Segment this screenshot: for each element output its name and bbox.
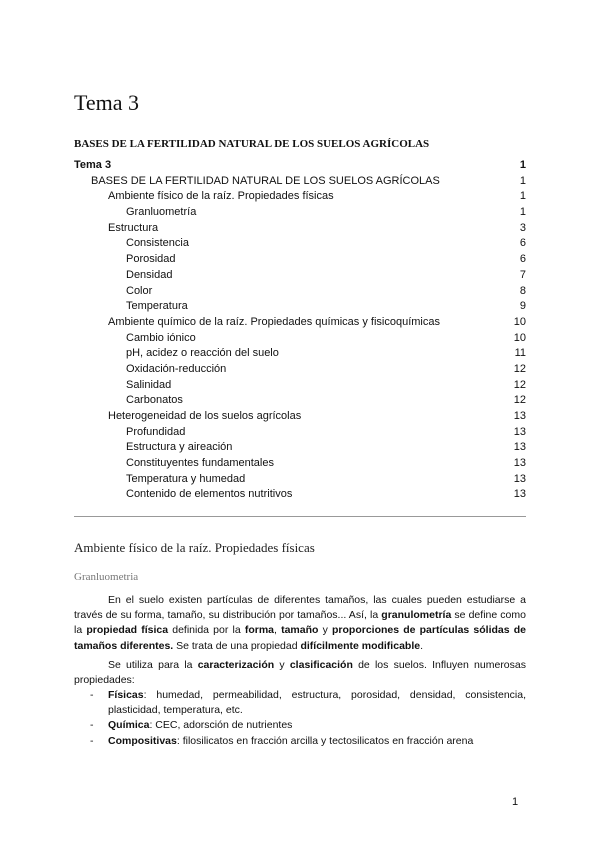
text-run: : filosilicatos en fracción arcilla y tectosilicatos en fracción arena (176, 734, 474, 747)
text-run: Se trata de una propiedad (173, 639, 301, 652)
toc-entry[interactable] (74, 456, 526, 472)
toc-entry-page: 12 (513, 362, 526, 375)
text-run: En el suelo existen partículas de diferentes tamaños, las cuales pueden estudiarse a través de su forma, tamaño, su distribución por tamaños... Así, la (74, 594, 526, 622)
bold-term: difícilmente modificable (300, 639, 421, 652)
toc-entry-page: 3 (519, 221, 526, 234)
bold-term: Química (108, 719, 150, 732)
paragraph-uses (74, 658, 526, 688)
toc-entry-page: 6 (519, 237, 526, 250)
toc-entry-label: Estructura y aireación (126, 441, 233, 454)
text-run: : humedad, permeabilidad, estructura, porosidad, densidad, consistencia, plasticidad, temperatura, etc. (108, 689, 526, 717)
toc-entry-page: 1 (519, 190, 526, 203)
toc-entry-page: 10 (513, 315, 526, 328)
paragraph-granulometria (74, 593, 526, 654)
properties-list (74, 688, 526, 749)
toc-entry[interactable] (74, 299, 526, 315)
toc-entry-label: Densidad (126, 268, 173, 281)
list-item (74, 688, 526, 718)
page-title: Tema 3 (74, 90, 140, 115)
toc-entry[interactable] (74, 425, 526, 441)
toc-entry[interactable] (74, 393, 526, 409)
toc-entry-page: 7 (519, 268, 526, 281)
toc-entry[interactable] (74, 378, 526, 394)
section-divider (74, 516, 526, 517)
text-run: definida por la (168, 624, 245, 637)
toc-entry-label: Cambio iónico (126, 331, 196, 344)
toc-entry[interactable] (74, 409, 526, 425)
list-item (74, 734, 526, 749)
toc-entry-page: 12 (513, 378, 526, 391)
bold-term: granulometría (381, 609, 452, 622)
text-run: . (420, 639, 423, 652)
toc-entry-page: 8 (519, 284, 526, 297)
toc-entry[interactable] (74, 252, 526, 268)
text-run: , (274, 624, 282, 637)
toc-entry-label: Temperatura y humedad (126, 472, 246, 485)
text-run: y (274, 659, 290, 671)
toc-entry[interactable] (74, 346, 526, 362)
toc-entry-label: Salinidad (126, 378, 172, 391)
toc-entry-page: 9 (519, 300, 526, 313)
dash-marker: - (90, 719, 94, 732)
toc-entry-label: Granluometría (126, 206, 197, 219)
toc-entry-page: 11 (514, 347, 526, 360)
bold-term: clasificación (289, 659, 353, 671)
toc-entry-label: Ambiente químico de la raíz. Propiedades químicas y fisicoquímicas (108, 315, 440, 328)
toc-entry-page: 6 (519, 253, 526, 266)
toc-entry-page: 13 (513, 472, 526, 485)
page-number: 1 (512, 796, 519, 808)
toc-entry-page: 13 (513, 425, 526, 438)
toc-entry[interactable] (74, 236, 526, 252)
toc-entry[interactable] (74, 284, 526, 300)
toc-entry-label: Profundidad (126, 425, 186, 438)
toc-entry-label: Estructura (108, 221, 159, 234)
text-run: : CEC, adorsción de nutrientes (149, 719, 293, 732)
toc-entry-label: Tema 3 (74, 159, 112, 171)
dash-marker: - (90, 689, 94, 701)
toc-entry-label: Constituyentes fundamentales (126, 457, 274, 470)
text-run: Se utiliza para la (108, 659, 198, 671)
toc-entry-page: 1 (519, 174, 526, 187)
toc-entry-page: 13 (513, 488, 526, 501)
section-subheading: Granluometria (74, 571, 139, 583)
toc-entry-page: 13 (513, 410, 526, 422)
text-run: se define como la (74, 609, 526, 637)
toc-entry-page: 13 (513, 441, 526, 454)
toc-entry-label: Oxidación-reducción (126, 362, 227, 375)
toc-entry-label: pH, acidez o reacción del suelo (126, 347, 279, 360)
section-heading: Ambiente físico de la raíz. Propiedades físicas (74, 540, 315, 555)
toc-entry-label: Contenido de elementos nutritivos (126, 488, 293, 501)
toc-entry[interactable] (74, 362, 526, 378)
toc-entry-label: Porosidad (126, 253, 176, 266)
toc-entry[interactable] (74, 221, 526, 237)
toc-entry[interactable] (74, 331, 526, 347)
table-of-contents (74, 158, 526, 503)
document-subtitle: BASES DE LA FERTILIDAD NATURAL DE LOS SUELOS AGRÍCOLAS (74, 138, 430, 150)
toc-entry-label: Heterogeneidad de los suelos agrícolas (108, 410, 302, 422)
bold-term: forma (244, 624, 275, 637)
bold-term: Compositivas (108, 734, 177, 747)
toc-entry-page: 13 (513, 457, 526, 470)
list-item (74, 718, 526, 733)
toc-entry[interactable] (74, 174, 526, 190)
bold-term: caracterización (197, 659, 275, 671)
toc-entry-label: Color (126, 284, 153, 297)
toc-entry-label: Carbonatos (126, 394, 183, 407)
bold-term: proporciones de partículas sólidas de tamaños diferentes. (74, 624, 526, 652)
toc-entry-page: 12 (513, 394, 526, 407)
toc-entry[interactable] (74, 268, 526, 284)
toc-entry-page: 1 (519, 206, 526, 219)
bold-term: propiedad física (86, 624, 169, 637)
text-run: de los suelos. Influyen numerosas propiedades: (74, 659, 526, 687)
toc-entry-page: 1 (519, 159, 526, 171)
toc-entry-page: 10 (513, 331, 526, 344)
toc-entry-label: Consistencia (126, 237, 189, 250)
toc-entry[interactable] (74, 440, 526, 456)
toc-entry-label: Ambiente físico de la raíz. Propiedades físicas (108, 190, 334, 203)
toc-entry[interactable] (74, 487, 526, 503)
toc-entry[interactable] (74, 205, 526, 221)
toc-entry[interactable] (74, 315, 526, 331)
bold-term: tamaño (281, 624, 319, 637)
dash-marker: - (90, 734, 94, 747)
toc-entry[interactable] (74, 189, 526, 205)
toc-entry-label: Temperatura (126, 300, 188, 313)
toc-entry-label: BASES DE LA FERTILIDAD NATURAL DE LOS SUELOS AGRÍCOLAS (91, 174, 440, 187)
bold-term: Físicas (108, 689, 144, 701)
toc-entry[interactable] (74, 158, 526, 174)
toc-entry[interactable] (74, 472, 526, 488)
text-run: y (318, 624, 332, 637)
